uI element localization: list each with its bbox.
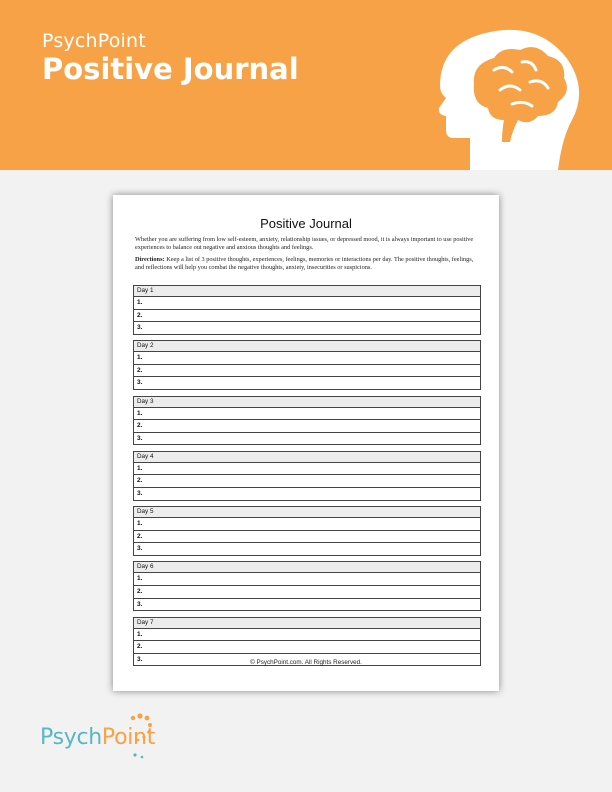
day-label: Day 4	[134, 452, 480, 463]
day-4-table	[133, 451, 481, 501]
day-3-table	[133, 396, 481, 446]
day-label: Day 6	[134, 562, 480, 573]
entry-row[interactable]: 1.	[134, 352, 480, 365]
day-label: Day 2	[134, 341, 480, 352]
day-label: Day 1	[134, 286, 480, 297]
intro-paragraph: Whether you are suffering from low self-esteem, anxiety, relationship issues, or depressed mood, it is always important to use positive experiences to balance out negative and anxious thoughts and feelings.	[135, 236, 474, 252]
logo-psych: Psych	[40, 725, 102, 750]
entry-row[interactable]: 3.	[137, 545, 143, 553]
entry-row[interactable]: 1.	[134, 408, 480, 421]
head-brain-icon	[432, 20, 592, 170]
worksheet-page	[113, 195, 499, 691]
day-label: Day 3	[134, 397, 480, 408]
header-banner	[0, 0, 612, 170]
entry-row[interactable]: 2.	[134, 420, 480, 433]
entry-row[interactable]: 3.	[137, 655, 143, 663]
directions-paragraph	[135, 256, 481, 272]
entry-row[interactable]: 2.	[134, 310, 480, 323]
day-5-table	[133, 506, 481, 556]
brand-name: PsychPoint	[42, 30, 146, 52]
entry-row[interactable]: 3.	[137, 600, 143, 608]
directions-label: Directions:	[135, 256, 165, 263]
day-label: Day 7	[134, 618, 480, 629]
entry-row[interactable]: 2.	[134, 365, 480, 378]
entry-row[interactable]: 3.	[137, 434, 143, 442]
psychpoint-logo	[40, 713, 170, 763]
copyright-notice: © PsychPoint.com. All Rights Reserved.	[250, 659, 362, 666]
entry-row[interactable]: 2.	[134, 641, 480, 654]
entry-row[interactable]: 1.	[134, 463, 480, 476]
banner-title: Positive Journal	[42, 52, 299, 86]
entry-row[interactable]: 1.	[134, 518, 480, 531]
entry-row[interactable]: 1.	[134, 629, 480, 642]
entry-row[interactable]: 1.	[134, 573, 480, 586]
entry-row[interactable]: 3.	[137, 490, 143, 498]
day-1-table	[133, 285, 481, 335]
logo-point: Point	[101, 725, 156, 750]
entry-row[interactable]: 1.	[134, 297, 480, 310]
entry-row[interactable]: 2.	[134, 531, 480, 544]
day-2-table	[133, 340, 481, 390]
logo-wordmark	[40, 725, 155, 750]
entry-row[interactable]: 2.	[134, 475, 480, 488]
day-label: Day 5	[134, 507, 480, 518]
directions-text: Keep a list of 3 positive thoughts, experiences, feelings, memories or interactions per day. The positive thoughts, feelings, and reflections will help you combat the negative thoughts, anxiety, insecurities or suspicions.	[135, 256, 474, 272]
entry-row[interactable]: 2.	[134, 586, 480, 599]
journal-days	[133, 285, 481, 672]
day-6-table	[133, 561, 481, 611]
entry-row[interactable]: 3.	[137, 324, 143, 332]
worksheet-title: Positive Journal	[260, 216, 352, 231]
entry-row[interactable]: 3.	[137, 379, 143, 387]
